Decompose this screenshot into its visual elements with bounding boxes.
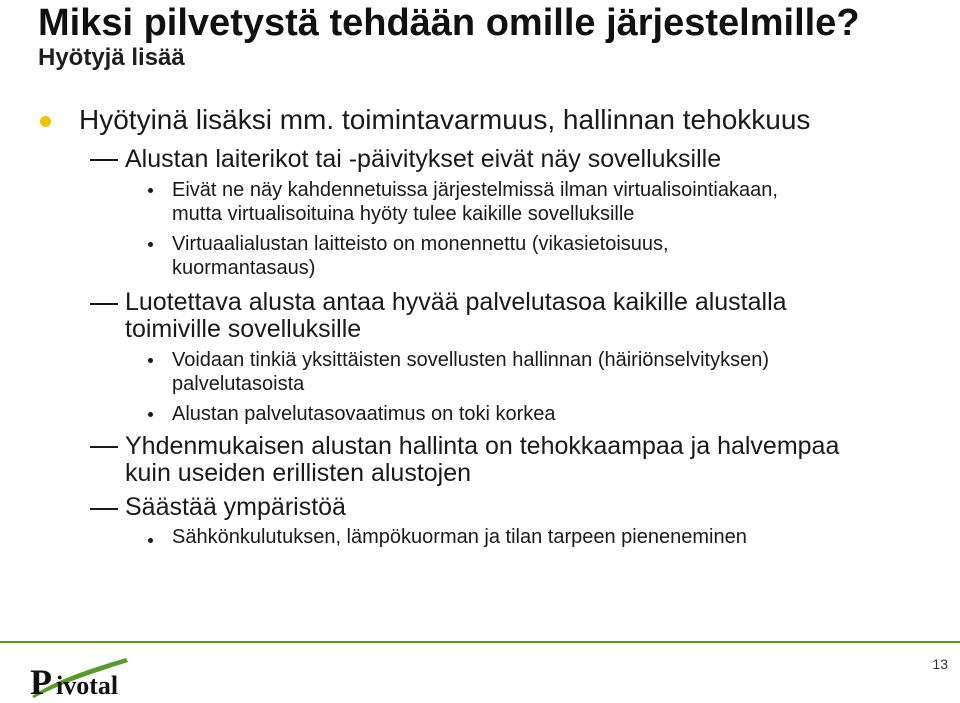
dash-marker [90, 159, 118, 161]
slide-subtitle: Hyötyjä lisää [38, 44, 185, 71]
bullet-level3-line: Eivät ne näy kahdennetuissa järjestelmissä ilman virtualisointiakaan, [172, 179, 778, 201]
bullet-level2: Alustan laiterikot tai -päivitykset eivät näy sovelluksille [125, 145, 722, 173]
slide-title: Miksi pilvetystä tehdään omille järjestelmille? [38, 2, 860, 44]
pivotal-logo [26, 650, 156, 700]
dash-marker [90, 508, 118, 510]
bullet-level1: Hyötyinä lisäksi mm. toimintavarmuus, hallinnan tehokkuus [79, 104, 811, 135]
bullet-marker-small [148, 412, 153, 417]
page-number: 13 [932, 656, 948, 672]
bullet-level3-line: Voidaan tinkiä yksittäisten sovellusten hallinnan (häiriönselvityksen) [172, 349, 769, 371]
dash-marker [90, 303, 118, 305]
footer-rule [0, 641, 960, 643]
bullet-level3-line: kuormantasaus) [172, 257, 316, 279]
bullet-level2-line: kuin useiden erillisten alustojen [125, 459, 472, 487]
bullet-level3-line: mutta virtualisoituina hyöty tulee kaikille sovelluksille [172, 203, 635, 225]
bullet-level2-line: toimiville sovelluksille [125, 315, 362, 343]
dash-marker [90, 446, 118, 448]
bullet-marker-small [148, 242, 153, 247]
bullet-level2-line: Luotettava alusta antaa hyvää palvelutasoa kaikille alustalla [125, 288, 787, 316]
svg-text:P: P [30, 662, 52, 700]
bullet-level2: Säästää ympäristöä [125, 493, 346, 521]
bullet-level3-line: Virtuaalialustan laitteisto on monennettu (vikasietoisuus, [172, 233, 669, 255]
bullet-level3-line: Alustan palvelutasovaatimus on toki korkea [172, 403, 556, 425]
bullet-level2-line: Yhdenmukaisen alustan hallinta on tehokkaampaa ja halvempaa [125, 432, 840, 460]
bullet-marker-yellow [40, 116, 51, 127]
svg-text:ivotal: ivotal [56, 671, 119, 700]
bullet-level3-line: Sähkönkulutuksen, lämpökuorman ja tilan tarpeen pieneneminen [172, 526, 747, 548]
bullet-marker-small [148, 538, 153, 543]
bullet-level3-line: palvelutasoista [172, 373, 305, 395]
bullet-marker-small [148, 188, 153, 193]
bullet-marker-small [148, 358, 153, 363]
